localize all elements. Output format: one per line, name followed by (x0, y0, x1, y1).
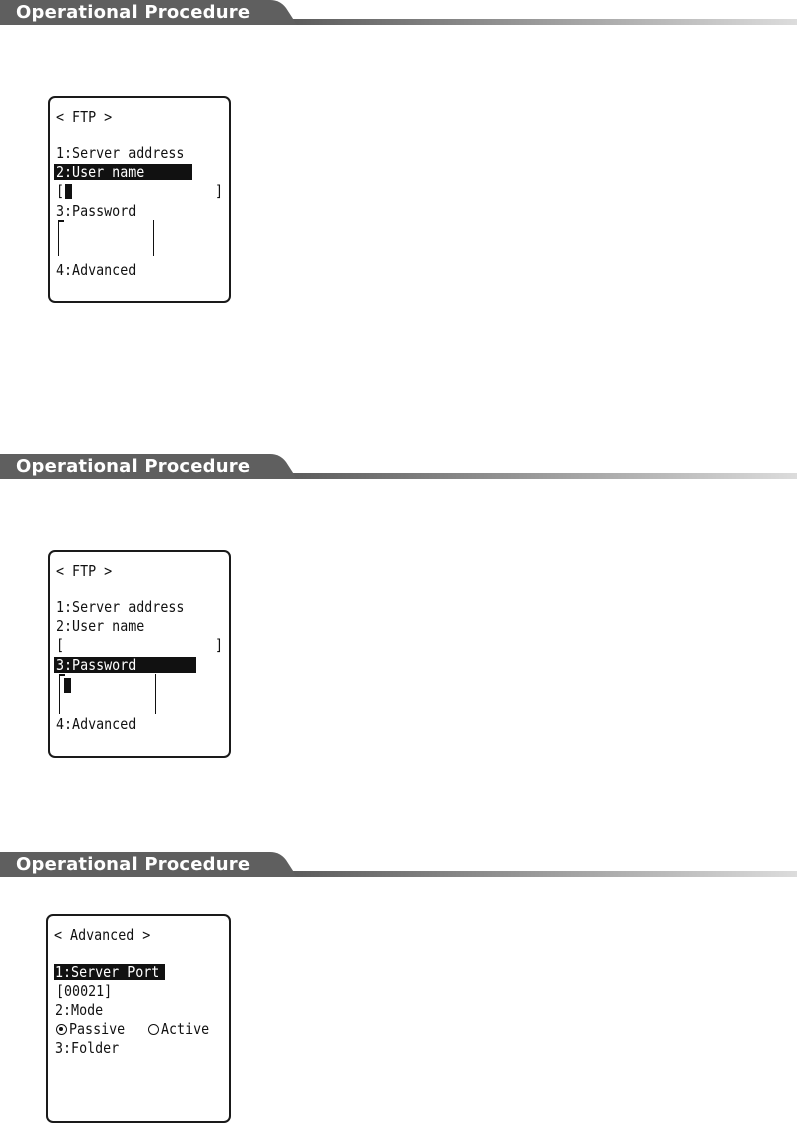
server-port-value[interactable]: [00021] (56, 982, 113, 1000)
text-cursor (65, 184, 72, 199)
radio-unselected-icon[interactable] (148, 1024, 159, 1035)
menu-item-server-port[interactable]: 1:Server Port (55, 963, 160, 981)
device-screen-advanced (46, 914, 231, 1123)
username-input[interactable] (72, 183, 212, 199)
menu-item-password[interactable]: 3:Password (56, 202, 137, 220)
username-input[interactable] (66, 637, 212, 653)
section-header-3 (0, 852, 797, 884)
device-screen-ftp-password (48, 550, 231, 758)
section-header-2 (0, 454, 797, 486)
menu-item-advanced[interactable]: 4:Advanced (56, 715, 137, 733)
username-bracket-right: ] (215, 182, 224, 200)
menu-item-advanced[interactable]: 4:Advanced (56, 261, 137, 279)
mode-passive-label[interactable]: Passive (69, 1020, 126, 1038)
menu-item-server-address[interactable]: 1:Server address (56, 598, 185, 616)
section-title: Operational Procedure (16, 854, 251, 875)
password-input-box[interactable] (58, 220, 154, 256)
mode-active-label[interactable]: Active (161, 1020, 210, 1038)
menu-item-user-name[interactable]: 2:User name (56, 617, 145, 635)
username-bracket-right: ] (215, 636, 224, 654)
username-bracket-left: [ (56, 182, 65, 200)
section-title: Operational Procedure (16, 2, 251, 23)
radio-selected-icon[interactable] (56, 1024, 67, 1035)
section-title: Operational Procedure (16, 456, 251, 477)
screen-title: < FTP > (56, 108, 113, 126)
menu-item-user-name[interactable]: 2:User name (56, 163, 145, 181)
menu-item-folder[interactable]: 3:Folder (55, 1039, 120, 1057)
text-cursor (64, 678, 71, 693)
username-bracket-left: [ (56, 636, 65, 654)
menu-item-server-address[interactable]: 1:Server address (56, 144, 185, 162)
screen-title: < Advanced > (54, 926, 151, 944)
device-screen-ftp-username (48, 96, 231, 303)
password-input-box[interactable] (59, 674, 156, 714)
screen-title: < FTP > (56, 562, 113, 580)
section-header-1 (0, 0, 797, 32)
menu-item-password[interactable]: 3:Password (56, 656, 137, 674)
menu-item-mode[interactable]: 2:Mode (55, 1001, 104, 1019)
